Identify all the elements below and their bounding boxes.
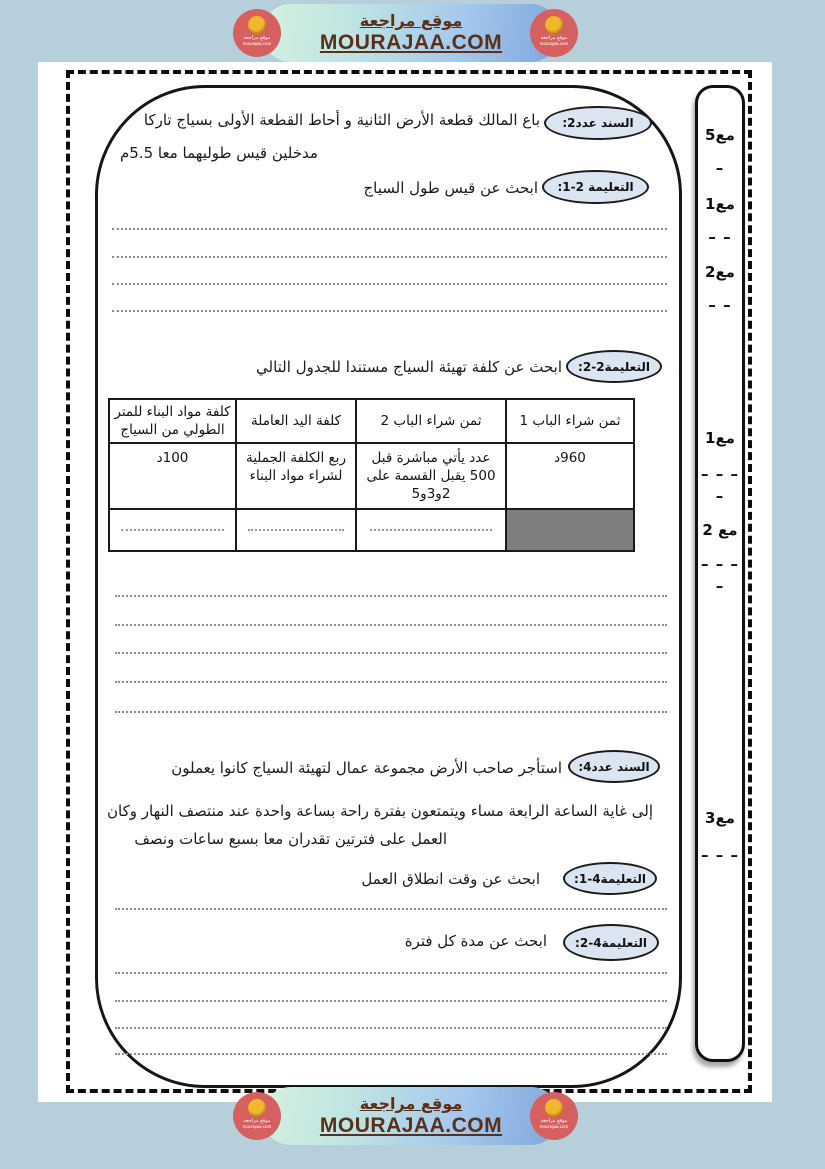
answer-dotted-line <box>115 624 667 626</box>
table-answer-cell <box>109 509 236 551</box>
sanad4-text-line2: إلى غاية الساعة الرابعة مساء ويتمتعون بفترة راحة بساعة واحدة عند منتصف النهار وكان <box>107 802 653 820</box>
table-answer-row <box>109 509 634 551</box>
taalima41-text: ابحث عن وقت انطلاق العمل <box>361 870 540 888</box>
badge-sanad-2: السند عدد2: <box>544 106 652 140</box>
logo-emblem-icon <box>248 16 266 34</box>
logo-emblem-icon <box>545 1099 563 1117</box>
cell-dotted-line <box>370 529 492 531</box>
score-dash: – <box>715 577 725 595</box>
table-header-cell: كلفة مواد البناء للمتر الطولي من السياج <box>109 399 236 443</box>
answer-dotted-line <box>115 1053 667 1055</box>
answer-dotted-line <box>112 256 667 258</box>
logo-emblem-icon <box>248 1099 266 1117</box>
answer-dotted-line <box>115 972 667 974</box>
table-value-row <box>109 443 634 509</box>
table-answer-cell <box>236 509 356 551</box>
table-gray-cell <box>506 509 634 551</box>
site-logo <box>530 1092 578 1140</box>
site-title-arabic: موقع مراجعة <box>359 1094 463 1114</box>
score-mark: مع1 <box>705 195 735 213</box>
answer-dotted-line <box>115 908 667 910</box>
cell-dotted-line <box>121 529 223 531</box>
score-dash: – – <box>708 228 732 246</box>
site-banner-top <box>230 4 580 62</box>
banner-pill <box>262 4 560 62</box>
sanad2-text-line1: باع المالك قطعة الأرض الثانية و أحاط القطعة الأولى بسياج تاركا <box>143 111 540 129</box>
badge-taalima-4-1: التعليمة4-1: <box>563 862 657 895</box>
score-dash: – – – <box>701 465 739 483</box>
answer-dotted-line <box>115 1000 667 1002</box>
answer-dotted-line <box>115 681 667 683</box>
answer-dotted-line <box>112 228 667 230</box>
site-logo <box>530 9 578 57</box>
answer-dotted-line <box>112 283 667 285</box>
table-answer-cell <box>356 509 506 551</box>
logo-text-url: mourajaa.com <box>539 1123 569 1129</box>
logo-text-url: mourajaa.com <box>242 40 272 46</box>
table-value-cell: ربع الكلفة الجملية لشراء مواد البناء <box>236 443 356 509</box>
cost-table <box>108 398 635 552</box>
table-header-cell: كلفة اليد العاملة <box>236 399 356 443</box>
table-header-cell: ثمن شراء الباب 1 <box>506 399 634 443</box>
answer-dotted-line <box>112 310 667 312</box>
logo-text-arabic: موقع مراجعة <box>243 1118 271 1124</box>
site-logo <box>233 1092 281 1140</box>
score-dash: – – – <box>701 555 739 573</box>
table-value-cell: 960د <box>506 443 634 509</box>
logo-text-url: mourajaa.com <box>242 1123 272 1129</box>
answer-dotted-line <box>115 595 667 597</box>
site-title-link[interactable]: MOURAJAA.COM <box>319 30 503 54</box>
badge-sanad-4: السند عدد4: <box>568 750 660 783</box>
logo-emblem-icon <box>545 16 563 34</box>
score-dash: – <box>715 159 725 177</box>
badge-taalima-2-1: التعليمة 2-1: <box>542 170 649 204</box>
table-header-row <box>109 399 634 443</box>
sanad4-text-line3: العمل على فترتين تقدران معا بسبع ساعات ونصف <box>134 830 447 848</box>
taalima42-text: ابحث عن مدة كل فترة <box>404 932 547 950</box>
score-dash: – <box>715 487 725 505</box>
sanad2-text-line2: مدخلين قيس طوليهما معا 5.5م <box>120 144 318 162</box>
sanad4-text-line1: استأجر صاحب الأرض مجموعة عمال لتهيئة السياج كانوا يعملون <box>171 759 562 777</box>
answer-dotted-line <box>115 1027 667 1029</box>
logo-text-arabic: موقع مراجعة <box>540 1118 568 1124</box>
site-logo <box>233 9 281 57</box>
table-value-cell: عدد يأتي مباشرة قبل 500 يقبل القسمة على 2و3و5 <box>356 443 506 509</box>
answer-dotted-line <box>115 652 667 654</box>
score-mark: مع2 <box>705 263 735 281</box>
logo-text-url: mourajaa.com <box>539 40 569 46</box>
taalima22-text: ابحث عن كلفة تهيئة السياج مستندا للجدول التالي <box>256 358 562 376</box>
badge-taalima-4-2: التعليمة4-2: <box>563 924 659 961</box>
logo-text-arabic: موقع مراجعة <box>243 35 271 41</box>
site-banner-bottom <box>230 1087 580 1145</box>
score-dash: – – <box>708 296 732 314</box>
score-mark: مع3 <box>705 809 735 827</box>
score-mark: مع 2 <box>702 521 738 539</box>
site-title-arabic: موقع مراجعة <box>359 11 463 31</box>
table-value-cell: 100د <box>109 443 236 509</box>
banner-pill <box>262 1087 560 1145</box>
table-header-cell: ثمن شراء الباب 2 <box>356 399 506 443</box>
score-dash: – – – <box>701 846 739 864</box>
taalima21-text: ابحث عن قيس طول السياج <box>363 179 538 197</box>
answer-dotted-line <box>115 711 667 713</box>
score-mark: مع1 <box>705 429 735 447</box>
logo-text-arabic: موقع مراجعة <box>540 35 568 41</box>
badge-taalima-2-2: التعليمة2-2: <box>566 350 662 383</box>
cell-dotted-line <box>248 529 344 531</box>
score-mark: مع5 <box>705 126 735 144</box>
site-title-link[interactable]: MOURAJAA.COM <box>319 1113 503 1137</box>
